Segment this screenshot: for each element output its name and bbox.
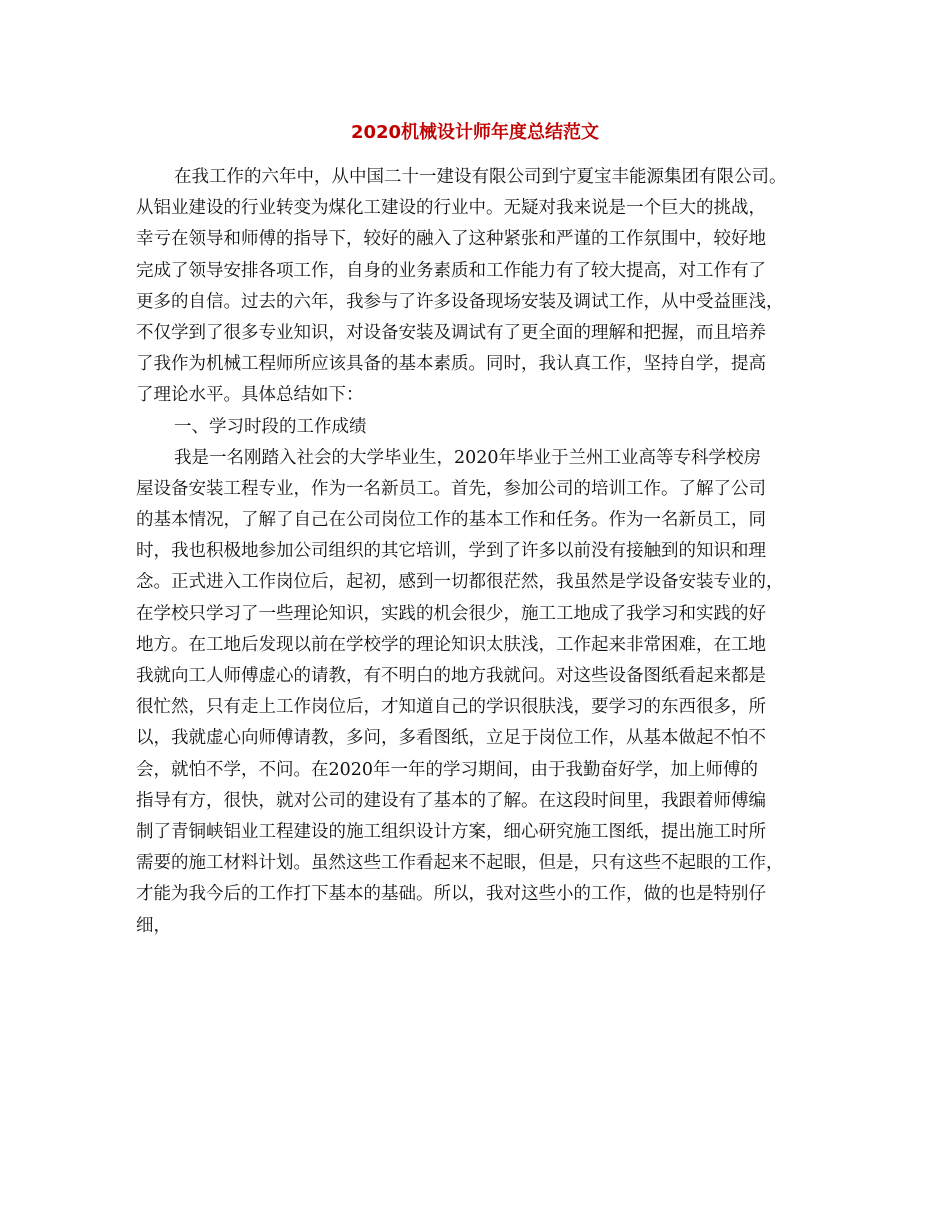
body-line: 在我工作的六年中，从中国二十一建设有限公司到宁夏宝丰能源集团有限公司。 xyxy=(174,167,787,187)
body-line: 才能为我今后的工作打下基本的基础。所以，我对这些小的工作，做的也是特别仔 xyxy=(136,884,766,905)
body-line: 以，我就虚心向师傅请教，多问，多看图纸，立足于岗位工作，从基本做起不怕不 xyxy=(136,728,766,749)
body-line: 细， xyxy=(136,915,171,936)
body-line: 时，我也积极地参加公司组织的其它培训，学到了许多以前没有接触到的知识和理 xyxy=(136,541,766,562)
body-line: 在学校只学习了一些理论知识，实践的机会很少，施工工地成了我学习和实践的好 xyxy=(136,603,766,624)
body-line: 更多的自信。过去的六年，我参与了许多设备现场安装及调试工作，从中受益匪浅， xyxy=(136,291,784,312)
body-line: 的基本情况，了解了自己在公司岗位工作的基本工作和任务。作为一名新员工，同 xyxy=(136,510,766,531)
body-line: 地方。在工地后发现以前在学校学的理论知识太肤浅，工作起来非常困难，在工地 xyxy=(136,634,766,655)
body-line: 完成了领导安排各项工作，自身的业务素质和工作能力有了较大提高，对工作有了 xyxy=(136,260,766,281)
document-title: 2020机械设计师年度总结范文 xyxy=(350,122,600,143)
body-line: 从铝业建设的行业转变为煤化工建设的行业中。无疑对我来说是一个巨大的挑战， xyxy=(136,198,766,219)
body-line: 指导有方，很快，就对公司的建设有了基本的了解。在这段时间里，我跟着师傅编 xyxy=(136,790,766,811)
body-line: 我就向工人师傅虚心的请教，有不明白的地方我就问。对这些设备图纸看起来都是 xyxy=(136,666,766,686)
body-line: 了理论水平。具体总结如下： xyxy=(136,385,364,406)
body-line: 念。正式进入工作岗位后，起初，感到一切都很茫然，我虽然是学设备安装专业的， xyxy=(136,572,784,593)
body-line: 我是一名刚踏入社会的大学毕业生，2020年毕业于兰州工业高等专科学校房 xyxy=(174,447,762,468)
body-line: 不仅学到了很多专业知识，对设备安装及调试有了更全面的理解和把握，而且培养 xyxy=(136,322,766,343)
document-body xyxy=(136,162,816,942)
body-line: 会，就怕不学，不问。在2020年一年的学习期间，由于我勤奋好学，加上师傅的 xyxy=(136,759,759,780)
body-line: 需要的施工材料计划。虽然这些工作看起来不起眼，但是，只有这些不起眼的工作， xyxy=(136,853,784,874)
body-line: 屋设备安装工程专业，作为一名新员工。首先，参加公司的培训工作。了解了公司 xyxy=(136,478,766,499)
body-line: 制了青铜峡铝业工程建设的施工组织设计方案，细心研究施工图纸，提出施工时所 xyxy=(136,821,766,842)
body-line: 一、学习时段的工作成绩 xyxy=(174,416,367,437)
body-line: 了我作为机械工程师所应该具备的基本素质。同时，我认真工作，坚持自学，提高 xyxy=(136,354,766,375)
body-line: 很忙然，只有走上工作岗位后，才知道自己的学识很肤浅，要学习的东西很多，所 xyxy=(136,697,766,718)
body-line: 幸亏在领导和师傅的指导下，较好的融入了这种紧张和严谨的工作氛围中，较好地 xyxy=(136,229,766,250)
